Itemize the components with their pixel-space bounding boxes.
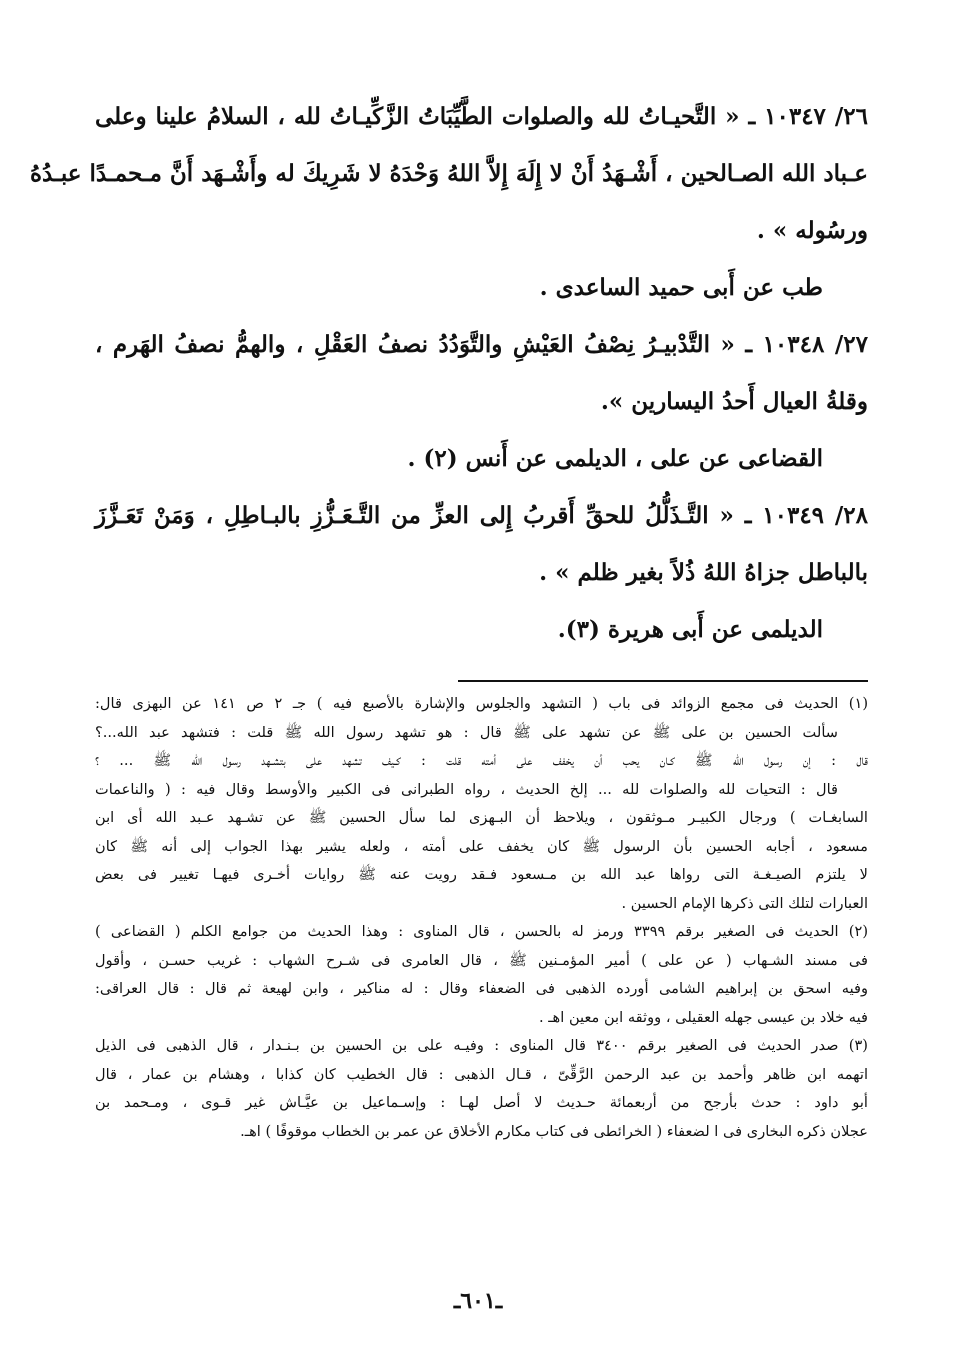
hadith-line: وقلةُ العيال أَحدُ اليسارين ». — [600, 388, 868, 415]
footnote-line: (١) الحديث فى مجمع الزوائد فى باب ( التشهد والجلوس والإشارة بالأصبع فيه ) جـ ٢ ص ١٤١ عن البهزى قال: — [95, 695, 869, 712]
hadith-line: عـباد الله الصـالحين ، أَشْـهَدُ أَنْ لا إِلَهَ إِلاَّ اللهُ وَحْدَهُ لا شَرِيكَ له وأَشْـهَد أَنَّ مـحمـدًا عبـدُهُ — [29, 160, 868, 187]
footnote-line: (٢) الحديث فى الصغير برقم ٣٣٩٩ ورمز له بالحسن ، قال المناوى : وهذا الحديث من جوامع الكلم ( القضاعى ) — [95, 923, 869, 940]
hadith-line: بالباطل جزاهُ اللهُ ذُلاً بغير ظلم » . — [539, 559, 868, 586]
footnote-2 — [95, 918, 868, 1032]
hadith-source: الديلمى عن أَبى هريرة (٣). — [557, 616, 823, 643]
hadith-source: طب عن أَبى حميد الساعدى . — [539, 274, 823, 301]
footnote-line: لا يلتزم الصيـغـة التى رواها عبد الله بن مـسعود فـقد رويت عنه ﷺ روايات أخـرى فيهـا تغيير فى بعض — [95, 866, 868, 883]
footnote-line: أبو داود : حدث بأرجح من أربعمائة حـديث لا أصل لهـا : وإسـماعيل بن عيَّـاش غير قـوى ، ومـحمد بن — [95, 1094, 868, 1111]
footnote-line: قال : التحيات لله والصلوات لله ... إلخ الحديث ، رواه الطبرانى فى الكبير والأوسط وقال فيه : ( والناعمات — [95, 780, 838, 798]
footnote-1 — [95, 690, 868, 918]
footnote-line: فى مسند الشـهاب ( عن على ) أمير المؤمـنين ﷺ ، قال العامرى فى شـرح الشهاب : غريب حسـن ، وأقول — [95, 951, 868, 969]
footnote-divider — [458, 680, 868, 682]
footnotes-section — [95, 690, 868, 1146]
footnote-line: اتهمه ابن ظاهر وأحمد بن عبد الرحمن الرَّقِّىّ ، قـال الذهبى : قال الخطيب كان كذابا ، وهشام بن عمار ، قال — [95, 1065, 868, 1083]
footnote-line: سألت الحسين بن على ﷺ عن تشهد على ﷺ قال : هو تشهد رسول الله ﷺ قلت : فتشهد عبد الله...؟ — [95, 723, 838, 741]
hadith-section — [29, 88, 868, 658]
hadith-line: ٢٦/ ١٠٣٤٧ ـ « التَّحيـاتُ لله والصلوات الطَّيِّبَاتُ الزَّكِّيـاتُ لله ، السلامُ علينا وعلى — [95, 103, 868, 130]
page-number: ـ٦٠١ـ — [453, 1288, 503, 1314]
footnote-line: وفيه اسحق بن إبراهيم الشامى أورده الذهبى فى الضعفاء وقال : له مناكير ، وابن لهيعة ثم قال : قال العراقى: — [95, 980, 868, 997]
hadith-line: ورسُوله » . — [756, 217, 868, 244]
footnote-line: السابغـات ) ورجال الكبيـر مـوثقون ، ويلاحظ أن البـهزى لما سأل الحسين ﷺ عن تشـهد عـبد الله أى ابن — [95, 809, 868, 826]
footnote-line: قال : إن رسول الله ﷺ كـان يحب أن يخفف على أمته قلت : كـيف تشهد على بتشـهد رسول الله ﷺ ... ؟ — [95, 752, 868, 769]
hadith-entry-28 — [95, 487, 868, 658]
hadith-line: ٢٧/ ١٠٣٤٨ ـ « التَّدْبيـرُ نِصْفُ العَيْشِ والتَّوَدُدُ نصفُ العَقْلِ ، والهمُّ نصفُ الهَرم ، — [95, 331, 868, 358]
hadith-entry-26 — [29, 88, 868, 316]
footnote-line: فيه خلاد بن عيسى جهله العقيلى ، ووثقه ابن معين اهـ . — [539, 1008, 868, 1026]
footnote-line: مسعود ، أجابه الحسين بأن الرسول ﷺ كان يخفف على أمته ، ولعله يشير بهذا الجواب إلى أنه ﷺ كان — [95, 837, 868, 855]
footnote-3 — [95, 1032, 868, 1146]
hadith-line: ٢٨/ ١٠٣٤٩ ـ « التَّـذَلُّلُ للحقِّ أَقربُ إِلى العزِّ من التَّـعَـزُّزِ بالبـاطِلِ ، وَمَنْ تَعَـزَّزَ — [95, 502, 868, 529]
hadith-source: القضاعى عن على ، الديلمى عن أَنس (٢) . — [407, 445, 823, 472]
footnote-line: (٣) صدر الحديث فى الصغير برقم ٣٤٠٠ قال المناوى : وفيـه على بن الحسين بن بـنـدار ، قال الذهبى فى الذيل — [95, 1037, 868, 1054]
footnote-line: العبارات لتلك التى ذكرها الإمام الحسين . — [621, 894, 868, 912]
footnote-line: عجلان ذكره البخارى فى ا لضعفاء ( الخرائطى فى كتاب مكارم الأخلاق عن عمر بن الخطاب موقوفًا ) اهـ. — [240, 1122, 868, 1140]
hadith-entry-27 — [95, 316, 868, 487]
